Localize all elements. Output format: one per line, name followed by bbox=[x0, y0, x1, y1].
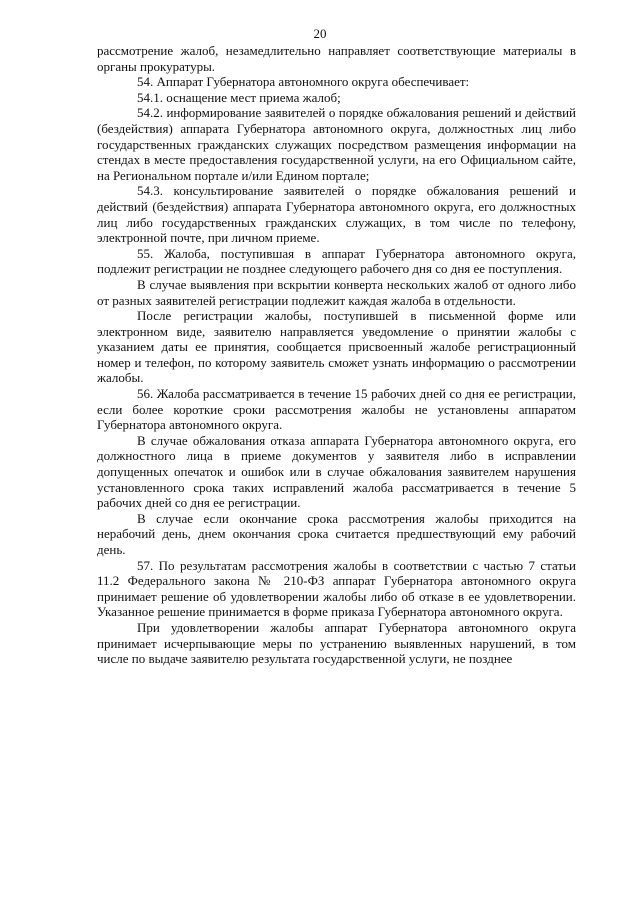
paragraph: 54.3. консультирование заявителей о порядке обжалования решений и действий (бездействия) аппарата Губернатора автономного округа, его должностных лиц либо государственных гражданских служащих, в том числе по телефону, электронной почте, при личном приеме. bbox=[97, 183, 576, 246]
page-number: 20 bbox=[313, 26, 327, 41]
paragraph: В случае обжалования отказа аппарата Губернатора автономного округа, его должностного лица в приеме документов у заявителя либо в исправлении допущенных опечаток и ошибок или в случае обжалования заявителем нарушения установленного срока таких исправлений жалоба рассматривается в течение 5 рабочих дней со дня ее регистрации. bbox=[97, 432, 576, 511]
paragraph: 54.1. оснащение мест приема жалоб; bbox=[137, 89, 341, 105]
paragraph: После регистрации жалобы, поступившей в письменной форме или электронном виде, заявителю направляется уведомление о принятии жалобы с указанием даты ее принятия, сообщается присвоенный жалобе регистрационный номер и телефон, по которому заявитель сможет узнать информацию о рассмотрении жалобы. bbox=[97, 308, 576, 386]
document-body bbox=[97, 43, 576, 667]
paragraph: 56. Жалоба рассматривается в течение 15 рабочих дней со дня ее регистрации, если более короткие сроки рассмотрения жалобы не установлены аппаратом Губернатора автономного округа. bbox=[97, 386, 576, 433]
paragraph: рассмотрение жалоб, незамедлительно направляет соответствующие материалы в органы прокуратуры. bbox=[97, 43, 576, 74]
paragraph: При удовлетворении жалобы аппарат Губернатора автономного округа принимает исчерпывающие меры по устранению выявленных нарушений, в том числе по выдаче заявителю результата государственной услуги, не позднее bbox=[97, 619, 576, 667]
paragraph: В случае если окончание срока рассмотрения жалобы приходится на нерабочий день, днем окончания срока считается предшествующий ему рабочий день. bbox=[97, 510, 576, 557]
paragraph: 57. По результатам рассмотрения жалобы в соответствии с частью 7 статьи 11.2 Федерального закона № 210-ФЗ аппарат Губернатора автономного округа принимает решение об удовлетворении жалобы либо об отказе в ее удовлетворении. Указанное решение принимается в форме приказа Губернатора автономного округа. bbox=[97, 557, 576, 620]
paragraph: В случае выявления при вскрытии конверта нескольких жалоб от одного либо от разных заявителей регистрации подлежит каждая жалоба в отдельности. bbox=[97, 276, 576, 308]
paragraph: 55. Жалоба, поступившая в аппарат Губернатора автономного округа, подлежит регистрации не позднее следующего рабочего дня со дня ее поступления. bbox=[97, 245, 576, 277]
paragraph: 54.2. информирование заявителей о порядке обжалования решений и действий (бездействия) аппарата Губернатора автономного округа, должностных лиц либо государственных гражданских служащих посредством размещения информации на стендах в месте предоставления государственной услуги, на его Официальном сайте, на Региональном портале и/или Едином портале; bbox=[97, 105, 576, 183]
paragraph: 54. Аппарат Губернатора автономного округа обеспечивает: bbox=[137, 74, 470, 90]
